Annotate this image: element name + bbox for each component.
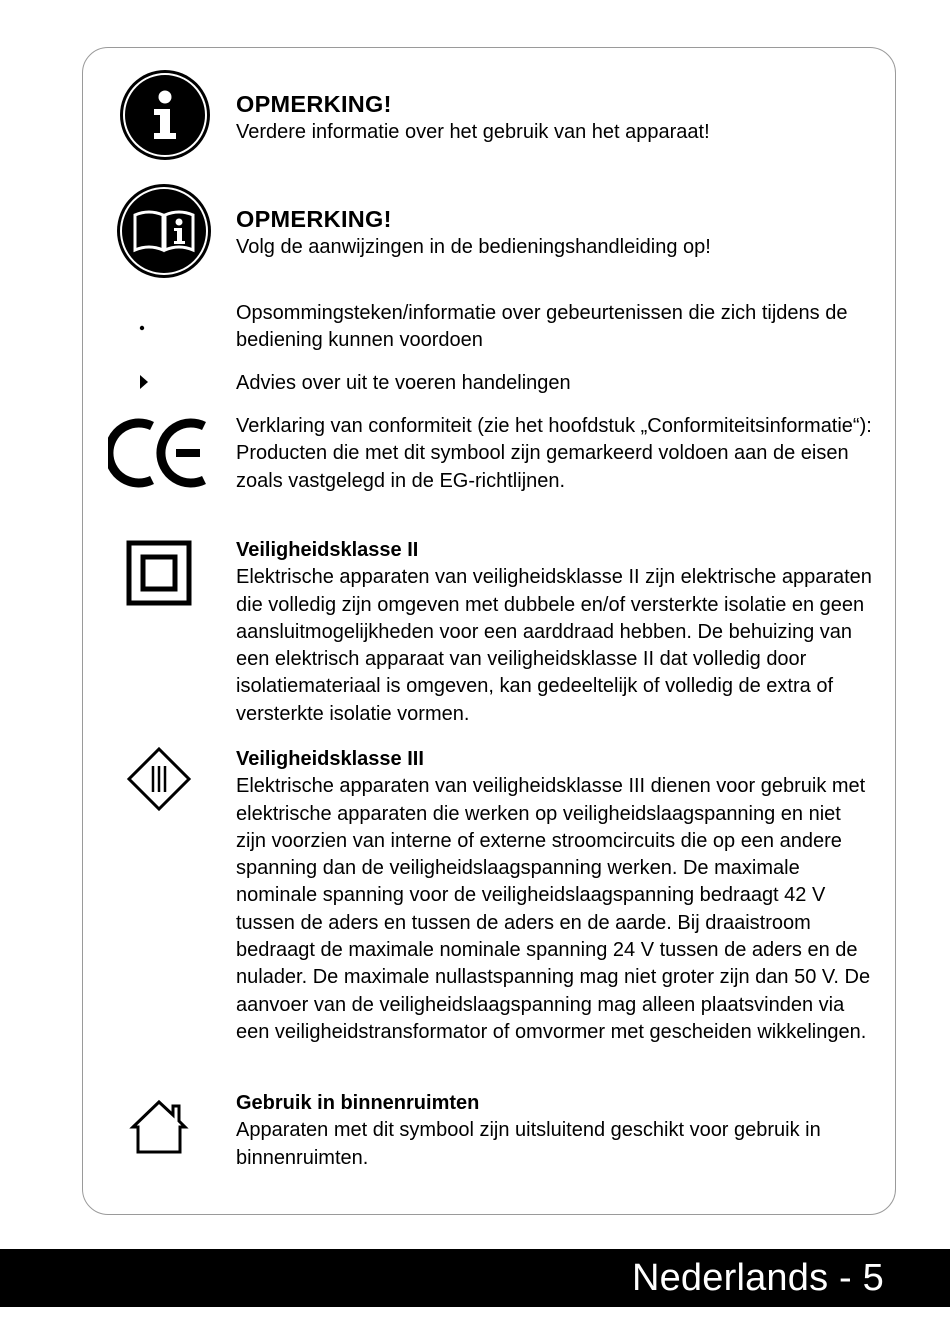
class2-text: Elektrische apparaten van veiligheidsklasse II zijn elektrische apparaten die volledig zijn omgeven met dubbele en/of versterkte isolatie en geen aansluitmogelijkheden voor een aarddraad hebben. De behuizing van een elektrisch apparaat van veiligheidsklasse II dat volledig door isolatiemateriaal is omgeven, kan gedeeltelijk of volledig de extra of versterkte isolatie vormen. [236, 566, 872, 725]
bullet-text: Opsommingsteken/informatie over gebeurtenissen die zich tijdens de bediening kunnen voordoen [236, 302, 848, 352]
house-icon [128, 1098, 190, 1156]
ce-text: Verklaring van conformiteit (zie het hoofdstuk „Conformiteitsinformatie“): Producten die met dit symbool zijn gemarkeerd voldoen aan de eisen zoals vastgelegd in de EG-richtlijnen. [236, 415, 872, 492]
ce-mark-icon [108, 416, 210, 490]
info-icon [118, 68, 212, 162]
footer-bar [0, 1249, 950, 1307]
indoor-section [236, 1090, 876, 1172]
manual-info-icon [115, 182, 213, 280]
arrow-right-icon [139, 374, 149, 390]
class3-section [236, 746, 876, 1046]
note-info-heading: OPMERKING! [236, 91, 392, 117]
class2-heading: Veiligheidsklasse II [236, 539, 419, 561]
class3-heading: Veiligheidsklasse III [236, 748, 424, 770]
note-info [236, 89, 876, 146]
page-language-number: Nederlands - 5 [631, 1257, 884, 1299]
action-text: Advies over uit te voeren handelingen [236, 372, 571, 394]
indoor-heading: Gebruik in binnenruimten [236, 1092, 480, 1114]
diamond-three-lines-icon [126, 746, 192, 812]
action-explanation [236, 370, 876, 397]
bullet-dot-icon [138, 324, 146, 332]
note-manual-text: Volg de aanwijzingen in de bedieningshandleiding op! [236, 236, 711, 258]
bullet-explanation [236, 300, 876, 355]
note-manual [236, 204, 876, 261]
note-info-text: Verdere informatie over het gebruik van het apparaat! [236, 121, 710, 143]
indoor-text: Apparaten met dit symbool zijn uitsluitend geschikt voor gebruik in binnenruimten. [236, 1119, 821, 1169]
double-square-icon [126, 540, 192, 606]
note-manual-heading: OPMERKING! [236, 206, 392, 232]
ce-explanation [236, 413, 876, 495]
class2-section [236, 537, 876, 728]
class3-text: Elektrische apparaten van veiligheidsklasse III dienen voor gebruik met elektrische apparaten die werken op veiligheidslaagspanning en niet zijn voorzien van interne of externe stroomcircuits die op een andere spanning dan de veiligheidslaagspanning werken. De maximale nominale spanning voor de veiligheidslaagspanning bedraagt 42 V tussen de aders en tussen de aders en de aarde. Bij draaistroom bedraagt de maximale nominale spanning 24 V tussen de aders en de nulader. De maximale nullastspanning mag niet groter zijn dan 50 V. De aanvoer van de veiligheidslaagspanning mag alleen plaatsvinden via een veiligheidstransformator of omvormer met gescheiden wikkelingen. [236, 775, 871, 1043]
